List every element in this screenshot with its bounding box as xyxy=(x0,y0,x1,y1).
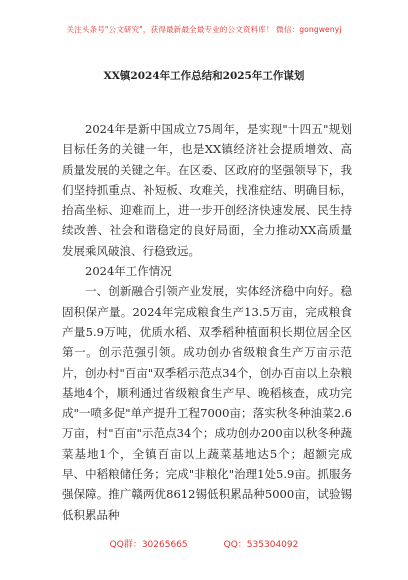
footer-contact xyxy=(0,537,408,550)
header-notice: 关注头条号"公文研究"，获得最新最全最专业的公文资料库！ 微信：gongwenyj xyxy=(66,25,342,34)
document-body xyxy=(62,119,352,525)
footer-qq-group: QQ群：30265665 xyxy=(109,540,188,550)
section-paragraph: 一、创新融合引领产业发展，实体经济稳中向好。稳固积保产量。2024年完成粮食生产13.5万亩，完成粮食产量5.9万吨，优质水稻、双季稻种植面积长期位居全区第一。创示范强引领。成功创办省级粮食生产万亩示范片，创办村"百亩"双季稻示范点34个，创办百亩以上杂粮基地4个，顺利通过省级粮食生产早、晚稻核查，成功完成"一喷多促"单产提升工程7000亩；落实秋冬种油菜2.6万亩，村"百亩"示范点34个；成功创办200亩以秋冬种蔬菜基地1个，全镇百亩以上蔬菜基地达5个；超额完成早、中稻粮储任务；完成"非粮化"治理1处5.9亩。抓服务强保障。推广赣两优8612锡低积累品种5000亩，试验锡低积累品种 xyxy=(62,284,352,522)
section-heading: 2024年工作情况 xyxy=(85,264,172,279)
footer-qq: QQ：535304092 xyxy=(223,540,299,550)
document-title: XX镇2024年工作总结和2025年工作谋划 xyxy=(103,70,305,82)
intro-paragraph: 2024年是新中国成立75周年，是实现"十四五"规划目标任务的关键一年，也是XX镇经济社会提质增效、高质量发展的关键之年。在区委、区政府的坚强领导下，我们坚持抓重点、补短板、攻难关，找准症结、明确目标，抬高坐标、迎难而上，进一步开创经济快速发展、民生持续改善、社会和谐稳定的良好局面，全力推动XX高质量发展乘风破浪、行稳致远。 xyxy=(62,122,352,258)
